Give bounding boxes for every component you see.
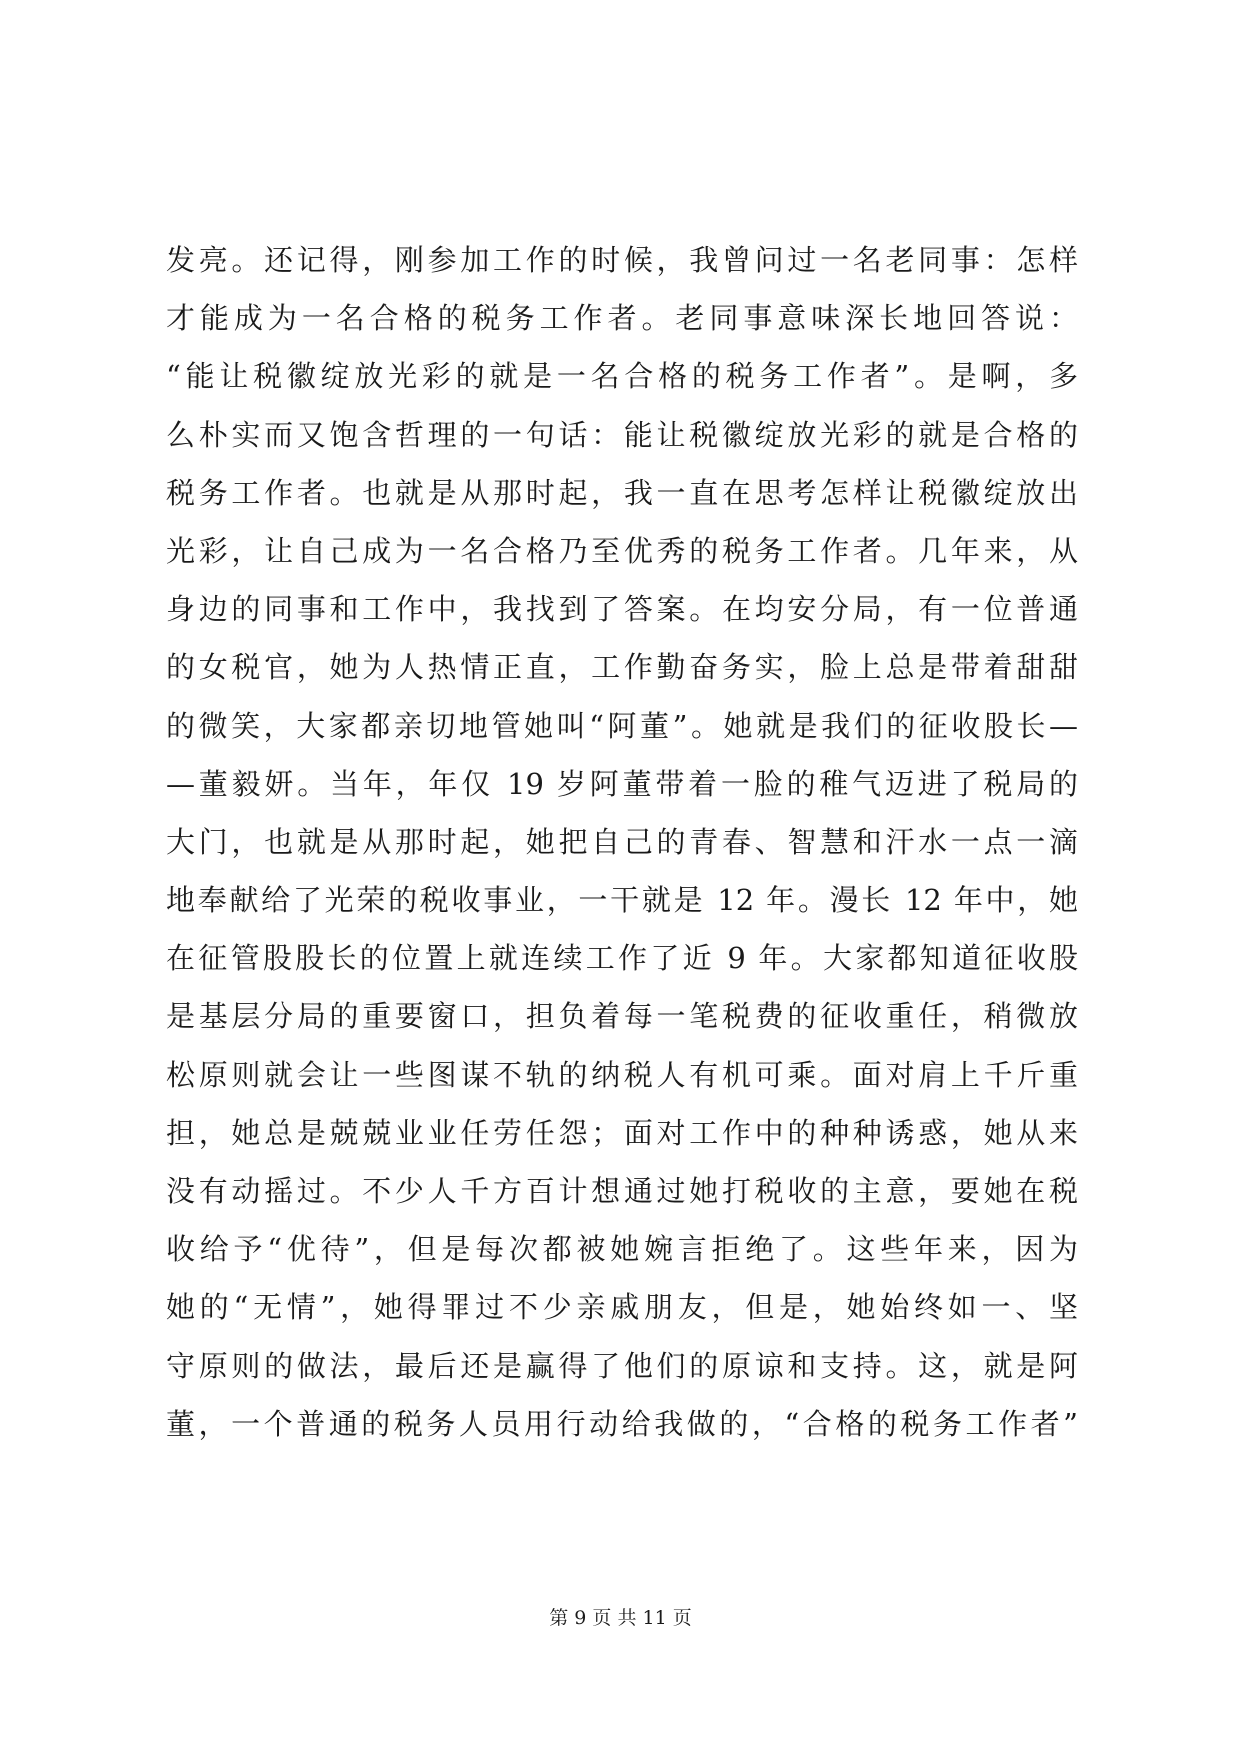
text-line: 税务工作者。也就是从那时起，我一直在思考怎样让税徽绽放出 [166,475,1078,510]
text-line: 的微笑，大家都亲切地管她叫“阿董”。她就是我们的征收股长— [166,708,1078,743]
text-line: 是基层分局的重要窗口，担负着每一笔税费的征收重任，稍微放 [166,999,1078,1034]
page-footer: 第 9 页 共 11 页 [549,1607,692,1629]
text-line: 么朴实而又饱含哲理的一句话：能让税徽绽放光彩的就是合格的 [166,417,1078,452]
text-line: “能让税徽绽放光彩的就是一名合格的税务工作者”。是啊，多 [166,359,1078,394]
body-text [166,231,1078,1453]
text-line: 的女税官，她为人热情正直，工作勤奋务实，脸上总是带着甜甜 [166,650,1078,685]
text-line: —董毅妍。当年，年仅 19 岁阿董带着一脸的稚气迈进了税局的 [166,766,1078,801]
text-line: 担，她总是兢兢业业任劳任怨；面对工作中的种种诱惑，她从来 [166,1115,1078,1150]
text-line: 松原则就会让一些图谋不轨的纳税人有机可乘。面对肩上千斤重 [166,1057,1078,1092]
text-line: 大门，也就是从那时起，她把自己的青春、智慧和汗水一点一滴 [166,824,1078,859]
text-line: 光彩，让自己成为一名合格乃至优秀的税务工作者。几年来，从 [166,533,1078,568]
text-line: 身边的同事和工作中，我找到了答案。在均安分局，有一位普通 [166,592,1078,627]
text-line: 收给予“优待”，但是每次都被她婉言拒绝了。这些年来，因为 [166,1232,1078,1267]
text-line: 发亮。还记得，刚参加工作的时候，我曾问过一名老同事：怎样 [166,243,1078,277]
text-line: 守原则的做法，最后还是赢得了他们的原谅和支持。这，就是阿 [166,1348,1078,1383]
text-line: 董，一个普通的税务人员用行动给我做的，“合格的税务工作者” [166,1406,1078,1441]
text-line: 没有动摇过。不少人千方百计想通过她打税收的主意，要她在税 [166,1174,1078,1208]
text-line: 在征管股股长的位置上就连续工作了近 9 年。大家都知道征收股 [166,941,1078,976]
text-line: 她的“无情”，她得罪过不少亲戚朋友，但是，她始终如一、坚 [166,1290,1078,1325]
text-line: 才能成为一名合格的税务工作者。老同事意味深长地回答说： [166,301,1078,336]
text-line: 地奉献给了光荣的税收事业，一干就是 12 年。漫长 12 年中，她 [166,883,1078,918]
